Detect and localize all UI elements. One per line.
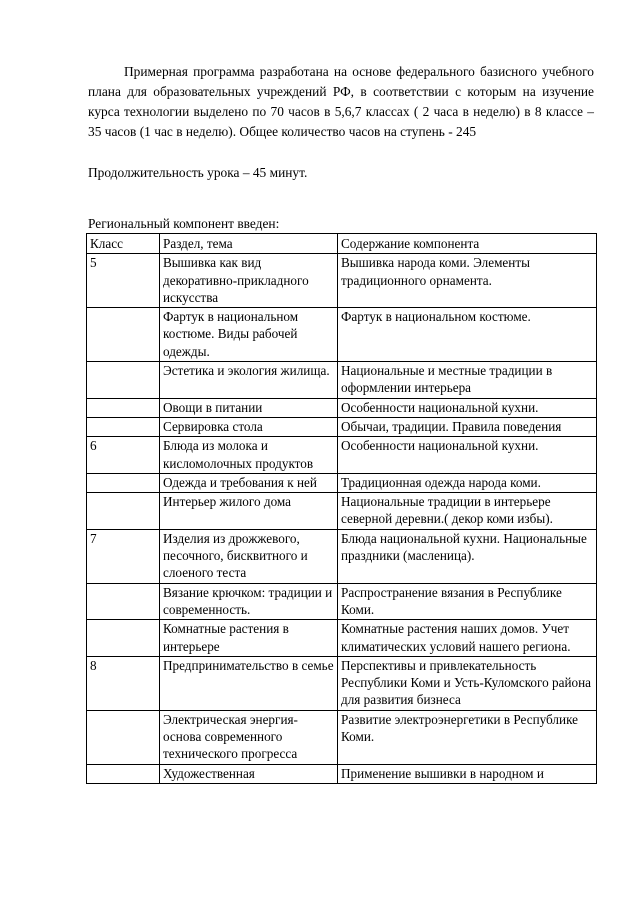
cell-content: Фартук в национальном костюме. xyxy=(338,308,597,362)
table-row xyxy=(87,529,597,583)
cell-content: Комнатные растения наших домов. Учет климатических условий нашего региона. xyxy=(338,620,597,657)
cell-topic: Художественная xyxy=(160,764,338,783)
header-topic: Раздел, тема xyxy=(160,234,338,254)
cell-content: Развитие электроэнергетики в Республике Коми. xyxy=(338,710,597,764)
cell-content: Особенности национальной кухни. xyxy=(338,398,597,417)
cell-grade xyxy=(87,620,160,657)
intro-paragraph xyxy=(88,62,594,142)
table-row xyxy=(87,493,597,530)
cell-content: Вышивка народа коми. Элементы традиционного орнамента. xyxy=(338,254,597,308)
cell-content: Особенности национальной кухни. xyxy=(338,437,597,474)
cell-grade xyxy=(87,417,160,436)
cell-topic: Комнатные растения в интерьере xyxy=(160,620,338,657)
header-content: Содержание компонента xyxy=(338,234,597,254)
cell-topic: Вязание крючком: традиции и современность. xyxy=(160,583,338,620)
cell-grade: 5 xyxy=(87,254,160,308)
cell-grade xyxy=(87,398,160,417)
cell-topic: Изделия из дрожжевого, песочного, бисквитного и слоеного теста xyxy=(160,529,338,583)
cell-content: Перспективы и привлекательность Республики Коми и Усть-Куломского района для развития бизнеса xyxy=(338,656,597,710)
cell-topic: Фартук в национальном костюме. Виды рабочей одежды. xyxy=(160,308,338,362)
cell-topic: Вышивка как вид декоративно-прикладного искусства xyxy=(160,254,338,308)
cell-grade: 7 xyxy=(87,529,160,583)
cell-content: Национальные и местные традиции в оформлении интерьера xyxy=(338,362,597,399)
table-row xyxy=(87,764,597,783)
cell-grade: 8 xyxy=(87,656,160,710)
cell-grade xyxy=(87,473,160,492)
table-row xyxy=(87,254,597,308)
cell-grade xyxy=(87,764,160,783)
regional-heading: Региональный компонент введен: xyxy=(88,216,280,231)
table-row xyxy=(87,656,597,710)
intro-line: часов на ступень - 245 xyxy=(348,124,477,139)
cell-content: Распространение вязания в Республике Коми. xyxy=(338,583,597,620)
table-row xyxy=(87,437,597,474)
intro-line: которым на изучение курса технологии выделено по 70 часов в 5,6,7 классах xyxy=(88,84,594,119)
cell-grade xyxy=(87,308,160,362)
cell-topic: Электрическая энергия-основа современного технического прогресса xyxy=(160,710,338,764)
table-row xyxy=(87,710,597,764)
regional-component-table xyxy=(86,233,597,784)
cell-grade xyxy=(87,710,160,764)
table-row xyxy=(87,417,597,436)
cell-topic: Интерьер жилого дома xyxy=(160,493,338,530)
table-row xyxy=(87,362,597,399)
table-row xyxy=(87,398,597,417)
intro-line: ( 2 часа в неделю) в 8 классе – 35 часов (1 час в неделю). Общее количество xyxy=(88,104,594,139)
table-row xyxy=(87,620,597,657)
cell-topic: Блюда из молока и кисломолочных продуктов xyxy=(160,437,338,474)
cell-grade xyxy=(87,362,160,399)
table-header-row xyxy=(87,234,597,254)
cell-grade xyxy=(87,583,160,620)
cell-content: Национальные традиции в интерьере северной деревни.( декор коми избы). xyxy=(338,493,597,530)
cell-topic: Эстетика и экология жилища. xyxy=(160,362,338,399)
table-body xyxy=(87,254,597,784)
cell-topic: Сервировка стола xyxy=(160,417,338,436)
cell-content: Применение вышивки в народном и xyxy=(338,764,597,783)
cell-topic: Предпринимательство в семье xyxy=(160,656,338,710)
cell-topic: Одежда и требования к ней xyxy=(160,473,338,492)
cell-topic: Овощи в питании xyxy=(160,398,338,417)
cell-content: Обычаи, традиции. Правила поведения xyxy=(338,417,597,436)
intro-line: Примерная программа разработана на основе федерального базисного xyxy=(124,64,537,79)
lesson-duration: Продолжительность урока – 45 минут. xyxy=(88,165,308,180)
cell-grade xyxy=(87,493,160,530)
table-row xyxy=(87,583,597,620)
cell-grade: 6 xyxy=(87,437,160,474)
cell-content: Блюда национальной кухни. Национальные праздники (масленица). xyxy=(338,529,597,583)
table-row xyxy=(87,308,597,362)
intro-line: учебного плана для образовательных учреждений РФ, в соответствии с xyxy=(88,64,594,99)
cell-content: Традиционная одежда народа коми. xyxy=(338,473,597,492)
header-grade: Класс xyxy=(87,234,160,254)
table-row xyxy=(87,473,597,492)
